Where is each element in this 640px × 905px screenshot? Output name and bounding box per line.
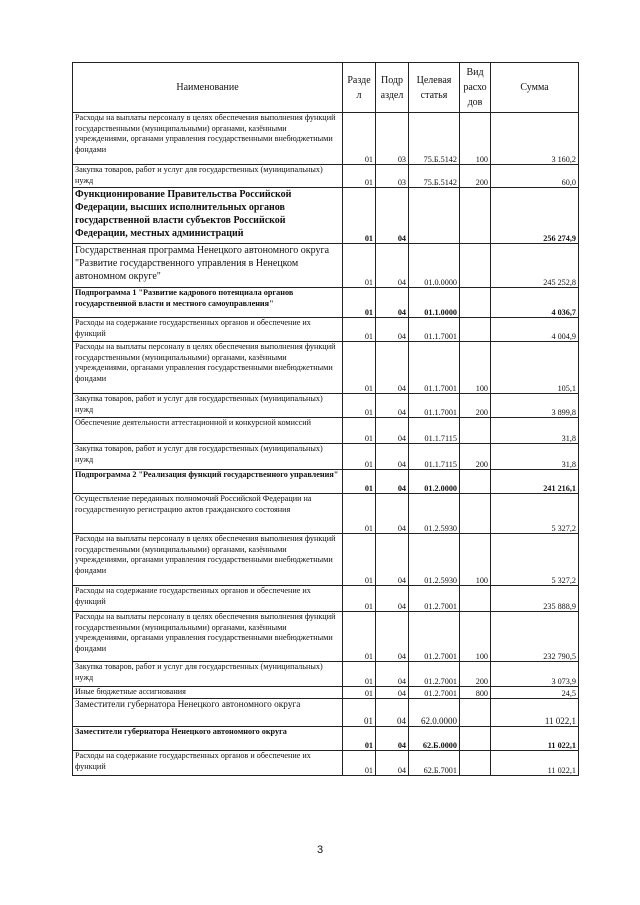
table-row [73,318,579,342]
row-name: Расходы на содержание государственных органов и обеспечение их функций [73,751,343,776]
table-row [73,244,579,288]
row-section: 01 [343,534,376,586]
row-name: Расходы на выплаты персоналу в целях обеспечения выполнения функций государственными (муниципальными) органами, казёнными учреждениями, органами управления государственными внебюджетными фондами [73,113,343,165]
row-type [460,288,491,318]
row-sum: 24,5 [491,687,579,699]
row-target: 01.2.7001 [409,687,460,699]
row-target: 01.2.7001 [409,612,460,662]
row-target: 01.1.7001 [409,318,460,342]
table-row [73,165,579,188]
row-name: Подпрограмма 1 "Развитие кадрового потенциала органов государственной власти и местного самоуправления" [73,288,343,318]
row-name: Заместители губернатора Ненецкого автономного округа [73,699,343,727]
row-type: 100 [460,534,491,586]
row-target: 01.2.5930 [409,534,460,586]
table-row [73,751,579,776]
row-section: 01 [343,418,376,444]
row-sum: 5 327,2 [491,494,579,534]
row-target: 01.1.7115 [409,444,460,470]
row-subsection: 04 [376,687,409,699]
row-name: Подпрограмма 2 "Реализация функций государственного управления" [73,470,343,494]
table-row [73,699,579,727]
row-type [460,494,491,534]
header-section: Разде л [343,63,376,113]
row-name: Функционирование Правительства Российской Федерации, высших исполнительных органов государственной власти субъектов Российской Федерации, местных администраций [73,188,343,244]
row-target: 01.0.0000 [409,244,460,288]
row-type [460,699,491,727]
row-target [409,188,460,244]
row-target: 01.2.7001 [409,586,460,612]
row-sum: 11 022,1 [491,727,579,751]
row-section: 01 [343,699,376,727]
row-target: 62.Б.0000 [409,727,460,751]
header-row [73,63,579,113]
row-name: Закупка товаров, работ и услуг для государственных (муниципальных) нужд [73,662,343,687]
row-type [460,751,491,776]
row-name: Расходы на содержание государственных органов и обеспечение их функций [73,318,343,342]
header-name: Наименование [73,63,343,113]
row-sum: 241 216,1 [491,470,579,494]
table-row [73,534,579,586]
row-subsection: 04 [376,534,409,586]
table-row [73,342,579,394]
row-type [460,244,491,288]
row-type [460,586,491,612]
row-section: 01 [343,751,376,776]
row-target: 01.2.5930 [409,494,460,534]
row-section: 01 [343,662,376,687]
row-type: 100 [460,612,491,662]
row-type: 200 [460,394,491,418]
row-sum: 3 160,2 [491,113,579,165]
table-row [73,662,579,687]
row-target: 62.0.0000 [409,699,460,727]
row-section: 01 [343,318,376,342]
table-row [73,586,579,612]
table-row [73,113,579,165]
row-subsection: 04 [376,494,409,534]
row-sum: 105,1 [491,342,579,394]
row-type [460,470,491,494]
row-sum: 3 073,9 [491,662,579,687]
row-subsection: 04 [376,612,409,662]
header-subsection: Подр аздел [376,63,409,113]
row-name: Закупка товаров, работ и услуг для государственных (муниципальных) нужд [73,165,343,188]
table-row [73,444,579,470]
row-subsection: 04 [376,751,409,776]
row-subsection: 04 [376,662,409,687]
row-type [460,188,491,244]
row-subsection: 04 [376,394,409,418]
row-subsection: 04 [376,586,409,612]
row-type: 200 [460,444,491,470]
table-row [73,394,579,418]
row-subsection: 04 [376,727,409,751]
row-section: 01 [343,165,376,188]
header-sum: Сумма [491,63,579,113]
row-type: 800 [460,687,491,699]
row-target: 75.Б.5142 [409,165,460,188]
header-type: Вид расхо дов [460,63,491,113]
page-number: 3 [316,844,324,856]
table-row [73,687,579,699]
row-sum: 60,0 [491,165,579,188]
row-section: 01 [343,244,376,288]
row-target: 01.1.7001 [409,342,460,394]
row-subsection: 04 [376,342,409,394]
table-row [73,188,579,244]
row-section: 01 [343,288,376,318]
row-target: 01.2.0000 [409,470,460,494]
row-type: 200 [460,662,491,687]
row-sum: 4 004,9 [491,318,579,342]
row-type: 100 [460,342,491,394]
row-section: 01 [343,727,376,751]
row-section: 01 [343,494,376,534]
table-row [73,288,579,318]
row-name: Осуществление переданных полномочий Российской Федерации на государственную регистрацию актов гражданского состояния [73,494,343,534]
row-type [460,727,491,751]
row-section: 01 [343,586,376,612]
row-subsection: 03 [376,113,409,165]
row-subsection: 04 [376,288,409,318]
row-sum: 3 899,8 [491,394,579,418]
row-sum: 11 022,1 [491,751,579,776]
row-subsection: 04 [376,244,409,288]
row-sum: 232 790,5 [491,612,579,662]
table-row [73,494,579,534]
row-section: 01 [343,188,376,244]
row-sum: 31,8 [491,418,579,444]
row-subsection: 04 [376,318,409,342]
row-sum: 256 274,9 [491,188,579,244]
row-target: 01.1.7115 [409,418,460,444]
row-sum: 4 036,7 [491,288,579,318]
row-subsection: 04 [376,699,409,727]
row-name: Иные бюджетные ассигнования [73,687,343,699]
table-row [73,727,579,751]
row-target: 62.Б.7001 [409,751,460,776]
row-section: 01 [343,687,376,699]
row-name: Расходы на выплаты персоналу в целях обеспечения выполнения функций государственными (муниципальными) органами, казёнными учреждениями, органами управления государственными внебюджетными фондами [73,342,343,394]
row-subsection: 04 [376,444,409,470]
row-type [460,318,491,342]
row-type [460,418,491,444]
row-name: Обеспечение деятельности аттестационной и конкурсной комиссий [73,418,343,444]
row-sum: 31,8 [491,444,579,470]
row-target: 75.Б.5142 [409,113,460,165]
row-target: 01.1.7001 [409,394,460,418]
table-row [73,612,579,662]
row-sum: 11 022,1 [491,699,579,727]
row-section: 01 [343,394,376,418]
row-sum: 5 327,2 [491,534,579,586]
row-name: Расходы на выплаты персоналу в целях обеспечения выполнения функций государственными (муниципальными) органами, казёнными учреждениями, органами управления государственными внебюджетными фондами [73,612,343,662]
row-section: 01 [343,444,376,470]
row-section: 01 [343,113,376,165]
row-sum: 235 888,9 [491,586,579,612]
table-row [73,470,579,494]
table-row [73,418,579,444]
row-name: Расходы на содержание государственных органов и обеспечение их функций [73,586,343,612]
row-target: 01.1.0000 [409,288,460,318]
row-name: Государственная программа Ненецкого автономного округа "Развитие государственного управления в Ненецком автономном округе" [73,244,343,288]
budget-table [72,62,579,776]
row-name: Закупка товаров, работ и услуг для государственных (муниципальных) нужд [73,394,343,418]
row-name: Расходы на выплаты персоналу в целях обеспечения выполнения функций государственными (муниципальными) органами, казёнными учреждениями, органами управления государственными внебюджетными фондами [73,534,343,586]
row-subsection: 04 [376,470,409,494]
row-subsection: 03 [376,165,409,188]
row-name: Закупка товаров, работ и услуг для государственных (муниципальных) нужд [73,444,343,470]
row-subsection: 04 [376,188,409,244]
row-name: Заместители губернатора Ненецкого автономного округа [73,727,343,751]
header-target: Целевая статья [409,63,460,113]
row-type: 200 [460,165,491,188]
row-section: 01 [343,612,376,662]
row-type: 100 [460,113,491,165]
row-section: 01 [343,342,376,394]
row-section: 01 [343,470,376,494]
row-sum: 245 252,8 [491,244,579,288]
row-target: 01.2.7001 [409,662,460,687]
row-subsection: 04 [376,418,409,444]
